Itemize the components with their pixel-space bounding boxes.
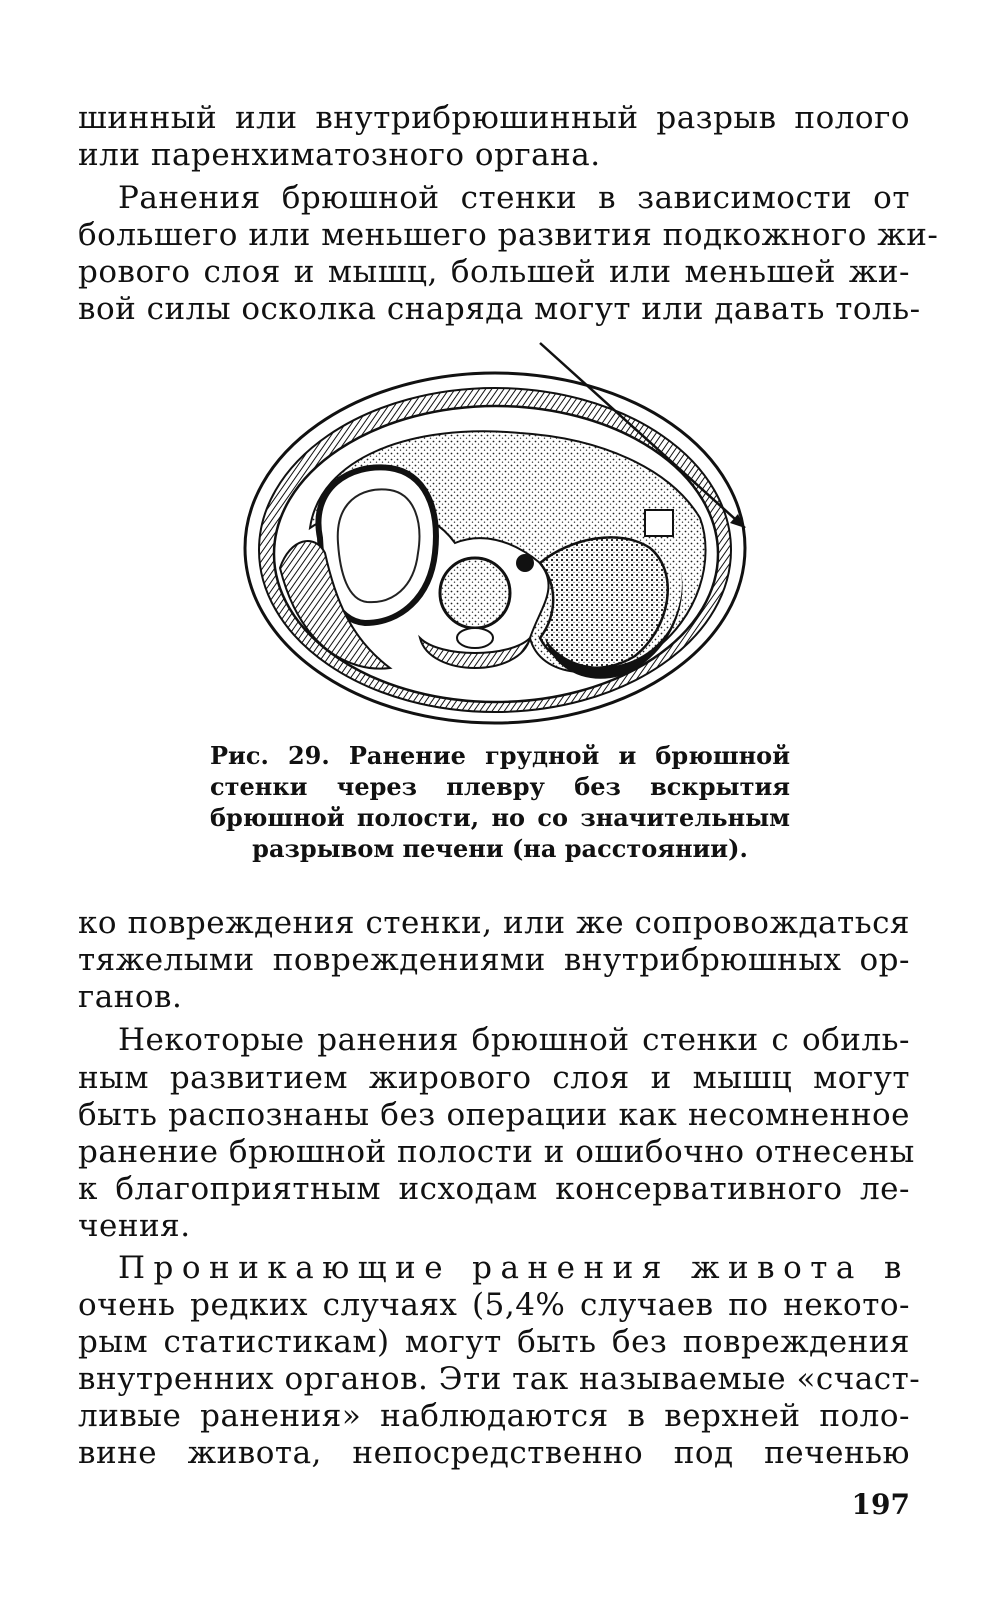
- text-line: быть распознаны без операции как несомненное: [78, 1097, 910, 1133]
- figure-caption-line: брюшной полости, но со значительным: [210, 803, 790, 832]
- text-line: вине живота, непосредственно под печенью: [78, 1435, 910, 1471]
- text-line: ранение брюшной полости и ошибочно отнесены: [78, 1134, 915, 1170]
- figure-caption-line: Рис. 29. Ранение грудной и брюшной: [210, 741, 790, 770]
- text-line: тяжелыми повреждениями внутрибрюшных ор-: [78, 942, 910, 978]
- text-line: внутренних органов. Эти так называемые «счаст-: [78, 1361, 921, 1397]
- page-number: 197: [851, 1488, 910, 1521]
- text-line: ливые ранения» наблюдаются в верхней поло-: [78, 1398, 910, 1434]
- text-line: шинный или внутрибрюшинный разрыв полого: [78, 100, 910, 136]
- text-line: Некоторые ранения брюшной стенки с обиль-: [118, 1022, 910, 1058]
- figure-caption-line: разрывом печени (на расстоянии).: [252, 834, 748, 863]
- text-line: ным развитием жирового слоя и мышц могут: [78, 1060, 910, 1096]
- text-line: ко повреждения стенки, или же сопровождаться: [78, 905, 910, 941]
- text-line: рового слоя и мышц, большей или меньшей жи-: [78, 254, 910, 290]
- text-line: ганов.: [78, 979, 183, 1015]
- text-line: вой силы осколка снаряда могут или давать толь-: [78, 291, 921, 327]
- text-line: к благоприятным исходам консервативного ле-: [78, 1171, 910, 1207]
- text-line: Ранения брюшной стенки в зависимости от: [118, 180, 910, 216]
- text-line: чения.: [78, 1208, 191, 1244]
- text-line: очень редких случаях (5,4% случаев по некото-: [78, 1287, 910, 1323]
- text-line: Проникающие ранения живота в: [118, 1250, 910, 1286]
- text-line: рым статистикам) могут быть без повреждения: [78, 1324, 910, 1360]
- abdomen-cross-section-illustration: [240, 338, 760, 728]
- figure-caption-line: стенки через плевру без вскрытия: [210, 772, 790, 801]
- text-line: большего или меньшего развития подкожного жи-: [78, 217, 939, 253]
- text-line: или паренхиматозного органа.: [78, 137, 601, 173]
